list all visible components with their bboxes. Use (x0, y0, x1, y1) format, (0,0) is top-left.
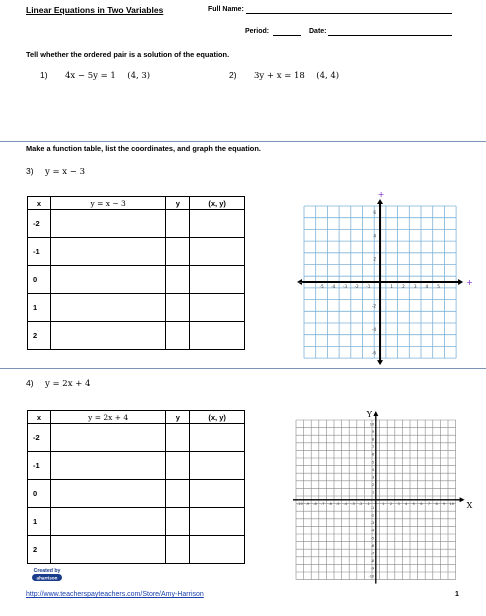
y-cell[interactable] (166, 508, 190, 536)
problem-1-number: 1) (40, 70, 48, 80)
problem-4-heading (26, 378, 90, 389)
footer-store-link[interactable]: http://www.teacherspayteachers.com/Store/Amy-Harrison (26, 591, 204, 598)
y-cell[interactable] (166, 238, 190, 266)
y-tick-label: -4 (371, 326, 377, 332)
problem-3-heading (26, 166, 85, 177)
x-tick-label: -8 (313, 501, 317, 506)
x-tick-label: 1 (390, 284, 394, 290)
y-tick-label: 2 (372, 483, 375, 488)
section-divider (0, 368, 486, 369)
problem-2-pair: (4, 4) (316, 71, 340, 81)
x-tick-label: -1 (366, 284, 371, 290)
x-tick-label: -4 (331, 284, 336, 290)
x-axis-arrow (460, 497, 465, 502)
x-tick-label: -7 (320, 501, 325, 506)
x-tick-label: -3 (351, 501, 355, 506)
xy-cell[interactable] (190, 480, 245, 508)
function-table-4 (27, 410, 245, 564)
table-header-row (28, 411, 245, 424)
x-tick-label: -9 (305, 501, 310, 506)
y-tick-label: 8 (372, 437, 375, 442)
coordinate-grid-3[interactable] (296, 190, 473, 373)
y-tick-label: -2 (370, 513, 375, 518)
x-tick-label: -5 (319, 284, 324, 290)
x-tick-label: 2 (389, 501, 393, 506)
equation-cell[interactable] (50, 210, 165, 238)
x-tick-label: 10 (449, 501, 455, 506)
equation-cell[interactable] (50, 480, 165, 508)
problem-1 (40, 70, 150, 81)
problem-2-equation: 3y + x = 18 (253, 71, 305, 81)
y-tick-label: 6 (373, 209, 377, 215)
x-plus-sign: + (466, 278, 473, 288)
x-value: 0 (28, 266, 51, 294)
x-tick-label: 9 (443, 501, 446, 506)
column-header-x: x (28, 411, 51, 424)
y-tick-label: 5 (372, 460, 375, 465)
section1-instruction: Tell whether the ordered pair is a solution of the equation. (26, 50, 230, 59)
date-line[interactable] (328, 35, 452, 36)
equation-cell[interactable] (50, 238, 165, 266)
period-label: Period: (245, 28, 270, 35)
y-tick-label: 1 (372, 490, 375, 495)
table-row (28, 210, 245, 238)
x-tick-label: 2 (402, 284, 405, 290)
x-value: -1 (28, 238, 51, 266)
y-cell[interactable] (166, 452, 190, 480)
x-value: -2 (28, 210, 51, 238)
table-row (28, 266, 245, 294)
table-row (28, 238, 245, 266)
equation-cell[interactable] (50, 452, 165, 480)
full-name-label: Full Name: (208, 6, 244, 13)
xy-cell[interactable] (190, 424, 245, 452)
x-axis-label: X (466, 500, 473, 510)
y-tick-label: -6 (371, 350, 377, 356)
full-name-line[interactable] (246, 13, 452, 14)
x-minus-sign: − (297, 278, 304, 288)
x-tick-label: 5 (437, 284, 440, 290)
y-cell[interactable] (166, 424, 190, 452)
created-by-logo (28, 566, 66, 582)
x-tick-label: -2 (354, 284, 359, 290)
x-axis-arrow-right (458, 279, 463, 285)
y-axis-arrow-up (377, 199, 383, 204)
xy-cell[interactable] (190, 452, 245, 480)
y-tick-label: -4 (370, 528, 375, 533)
x-tick-label: 1 (382, 501, 385, 506)
x-value: -2 (28, 424, 51, 452)
y-tick-label: 4 (372, 467, 375, 472)
date-label: Date: (309, 28, 327, 35)
y-cell[interactable] (166, 480, 190, 508)
y-cell[interactable] (166, 266, 190, 294)
y-tick-label: 4 (373, 233, 377, 239)
x-tick-label: -6 (328, 501, 332, 506)
y-axis-label: Y (366, 410, 373, 419)
xy-cell[interactable] (190, 508, 245, 536)
y-plus-sign: + (377, 190, 385, 199)
xy-cell[interactable] (190, 322, 245, 350)
x-tick-label: 3 (413, 284, 417, 290)
x-tick-label: 7 (427, 501, 431, 506)
section2-instruction: Make a function table, list the coordinates, and graph the equation. (26, 144, 261, 153)
worksheet-title: Linear Equations in Two Variables (26, 5, 164, 15)
y-tick-label: -9 (370, 566, 375, 571)
table-row (28, 294, 245, 322)
coordinate-grid-4[interactable] (282, 408, 473, 590)
xy-cell[interactable] (190, 238, 245, 266)
table-header-row (28, 197, 245, 210)
problem-2 (229, 70, 339, 81)
function-table-3 (27, 196, 245, 350)
y-tick-label: -10 (368, 574, 375, 579)
logo-text-top: Created by (33, 568, 61, 574)
table-row (28, 508, 245, 536)
x-tick-label: -3 (342, 284, 348, 290)
y-tick-label: 10 (369, 422, 375, 427)
problem-1-pair: (4, 3) (127, 71, 151, 81)
x-tick-label: -10 (296, 501, 303, 506)
x-tick-label: 4 (405, 501, 408, 506)
y-tick-label: -8 (370, 559, 375, 564)
problem-2-number: 2) (229, 70, 237, 80)
x-tick-label: -5 (336, 501, 340, 506)
column-header-equation: y = x − 3 (50, 197, 165, 210)
y-cell[interactable] (166, 210, 190, 238)
y-tick-label: -1 (370, 505, 375, 510)
problem-4-number: 4) (26, 378, 34, 388)
equation-cell[interactable] (50, 536, 165, 564)
x-tick-label: 3 (397, 501, 400, 506)
problem-1-equation: 4x − 5y = 1 (64, 71, 116, 81)
x-tick-label: 8 (435, 501, 438, 506)
table-row (28, 322, 245, 350)
column-header-y: y (166, 197, 190, 210)
x-tick-label: 5 (412, 501, 415, 506)
equation-cell[interactable] (50, 508, 165, 536)
y-minus-sign: − (377, 365, 383, 373)
y-tick-label: 6 (372, 452, 375, 457)
y-tick-label: -3 (370, 521, 375, 526)
column-header-xy: (x, y) (190, 197, 245, 210)
x-value: 1 (28, 508, 51, 536)
x-tick-label: -1 (366, 501, 370, 506)
y-tick-label: -6 (370, 543, 375, 548)
equation-cell[interactable] (50, 294, 165, 322)
column-header-xy: (x, y) (190, 411, 245, 424)
x-value: 2 (28, 322, 51, 350)
column-header-x: x (28, 197, 51, 210)
table-row (28, 424, 245, 452)
x-value: -1 (28, 452, 51, 480)
xy-cell[interactable] (190, 294, 245, 322)
x-tick-label: 6 (420, 501, 423, 506)
problem-4-equation: y = 2x + 4 (44, 379, 91, 389)
xy-cell[interactable] (190, 266, 245, 294)
problem-3-equation: y = x − 3 (44, 167, 86, 177)
xy-cell[interactable] (190, 536, 245, 564)
equation-cell[interactable] (50, 266, 165, 294)
logo-text-bottom: aharrison (36, 575, 58, 581)
y-tick-label: 3 (372, 475, 375, 480)
x-tick-label: 0 (374, 501, 377, 506)
column-header-y: y (166, 411, 190, 424)
y-cell[interactable] (166, 322, 190, 350)
section-divider (0, 141, 486, 142)
x-tick-label: -2 (358, 501, 363, 506)
table-row (28, 480, 245, 508)
table-row (28, 536, 245, 564)
y-cell[interactable] (166, 536, 190, 564)
equation-cell[interactable] (50, 424, 165, 452)
problem-3-number: 3) (26, 166, 34, 176)
table-row (28, 452, 245, 480)
x-tick-label: -4 (343, 501, 348, 506)
y-tick-label: -2 (371, 303, 377, 309)
x-value: 1 (28, 294, 51, 322)
y-tick-label: 7 (372, 445, 375, 450)
period-line[interactable] (273, 35, 301, 36)
x-value: 2 (28, 536, 51, 564)
column-header-equation: y = 2x + 4 (50, 411, 165, 424)
y-cell[interactable] (166, 294, 190, 322)
y-axis-arrow (373, 411, 378, 416)
page-number: 1 (455, 591, 459, 598)
xy-cell[interactable] (190, 210, 245, 238)
y-tick-label: 2 (373, 256, 377, 262)
equation-cell[interactable] (50, 322, 165, 350)
y-tick-label: 9 (372, 429, 375, 434)
y-tick-label: -7 (370, 551, 375, 556)
x-value: 0 (28, 480, 51, 508)
x-tick-label: 4 (425, 284, 429, 290)
y-tick-label: -5 (370, 536, 375, 541)
